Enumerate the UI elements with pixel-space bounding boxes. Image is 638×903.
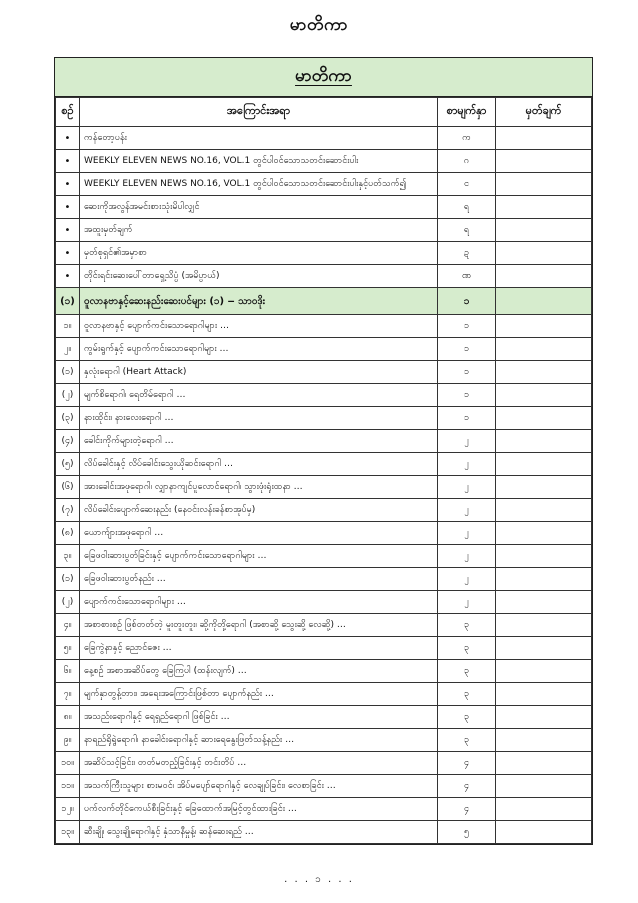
column-header-page: စာမျက်နှာ bbox=[438, 98, 496, 127]
row-subject: နှလုံးရောဂါ (Heart Attack) bbox=[80, 361, 438, 384]
column-header-no: စဉ် bbox=[56, 98, 80, 127]
row-page: ၂ bbox=[438, 430, 496, 453]
row-number: ၁၀။ bbox=[56, 752, 80, 775]
toc-table bbox=[55, 97, 592, 844]
row-remark bbox=[496, 637, 592, 660]
row-subject: ပျောက်ကင်းသောရောဂါများ … bbox=[80, 591, 438, 614]
row-remark bbox=[496, 315, 592, 338]
row-number: (၇) bbox=[56, 499, 80, 522]
row-page: ရ bbox=[438, 196, 496, 219]
toc-body bbox=[56, 127, 592, 844]
toc-row bbox=[56, 499, 592, 522]
toc-row bbox=[56, 476, 592, 499]
row-number: (၆) bbox=[56, 476, 80, 499]
row-subject: လိပ်ခေါင်းပျောက်ဆေးနည်း (နေဝင်းလန်းခန်စာအုပ်မှ) bbox=[80, 499, 438, 522]
row-page: ၂ bbox=[438, 499, 496, 522]
row-subject: ခြေကွဲနာနှင့် ညောင်ဇေး … bbox=[80, 637, 438, 660]
toc-row bbox=[56, 798, 592, 821]
row-page: ၂ bbox=[438, 568, 496, 591]
row-remark bbox=[496, 752, 592, 775]
row-remark bbox=[496, 127, 592, 150]
row-number: (၅) bbox=[56, 453, 80, 476]
toc-row bbox=[56, 752, 592, 775]
row-subject: ဆေးကိုအလွန်အမင်းစားသုံးမိပါလျှင် bbox=[80, 196, 438, 219]
row-page: ၂ bbox=[438, 476, 496, 499]
toc-section-row bbox=[56, 288, 592, 315]
row-number: ၈။ bbox=[56, 706, 80, 729]
row-page: ၃ bbox=[438, 729, 496, 752]
row-subject: မျက်စိရောဂါ၊ ရေတိမ်ရောဂါ … bbox=[80, 384, 438, 407]
row-subject: နားထိုင်း၊ နားလေးရောဂါ … bbox=[80, 407, 438, 430]
toc-sheet bbox=[54, 57, 593, 845]
toc-row bbox=[56, 775, 592, 798]
row-subject: ဝူလာနဗာနှင့် ပျောက်ကင်းသောရောဂါများ … bbox=[80, 315, 438, 338]
toc-row bbox=[56, 660, 592, 683]
row-remark bbox=[496, 150, 592, 173]
row-number: • bbox=[56, 242, 80, 265]
row-remark bbox=[496, 614, 592, 637]
row-page: ၃ bbox=[438, 706, 496, 729]
column-header-subject: အကြောင်းအရာ bbox=[80, 98, 438, 127]
row-number: (၂) bbox=[56, 384, 80, 407]
row-remark bbox=[496, 453, 592, 476]
row-remark bbox=[496, 196, 592, 219]
row-remark bbox=[496, 219, 592, 242]
row-subject: အစာစားစဉ် ဖြစ်တတ်တဲ့ မူးတူးတူး၊ ဆို့ကိုတို့ရောဂါ (အစာဆို့ သွေးဆို့ လေဆို့) … bbox=[80, 614, 438, 637]
toc-row bbox=[56, 453, 592, 476]
row-remark bbox=[496, 729, 592, 752]
row-remark bbox=[496, 265, 592, 288]
row-number: (၁) bbox=[56, 288, 80, 315]
row-number: ၂။ bbox=[56, 338, 80, 361]
toc-row bbox=[56, 384, 592, 407]
row-remark bbox=[496, 522, 592, 545]
row-subject: ကန်တော့ပန်း bbox=[80, 127, 438, 150]
row-remark bbox=[496, 242, 592, 265]
row-number: (၃) bbox=[56, 407, 80, 430]
toc-row bbox=[56, 265, 592, 288]
toc-row bbox=[56, 522, 592, 545]
row-subject: WEEKLY ELEVEN NEWS NO.16, VOL.1 တွင်ပါဝင်သောသတင်းဆောင်းပါးနှင့်ပတ်သက်၍ bbox=[80, 173, 438, 196]
row-number: • bbox=[56, 127, 80, 150]
row-subject: အားခေါင်းအဖုရောဂါ၊ လျှာနာကျင်ပူလောင်ရောဂါ၊ သွားဖုံးရုံးထနာ … bbox=[80, 476, 438, 499]
row-page: င bbox=[438, 173, 496, 196]
row-subject: အသက်ကြီးသူများ စားမဝင်၊ အိပ်မပျော်ရောဂါနှင့် လေချုပ်ခြင်း၊ လေစာခြင်း … bbox=[80, 775, 438, 798]
row-subject: မှတ်စုရှင်၏အမှာစာ bbox=[80, 242, 438, 265]
row-remark bbox=[496, 775, 592, 798]
row-page: ဂ bbox=[438, 150, 496, 173]
toc-title-bar bbox=[55, 58, 592, 97]
toc-row bbox=[56, 361, 592, 384]
row-remark bbox=[496, 173, 592, 196]
row-subject: တိုင်းရင်းဆေးပေါ်တာရှေ့သိပ္ပံ (အမိပ္ပာယ်) bbox=[80, 265, 438, 288]
row-page: ၂ bbox=[438, 545, 496, 568]
row-remark bbox=[496, 706, 592, 729]
row-page: ရ bbox=[438, 219, 496, 242]
row-number: • bbox=[56, 196, 80, 219]
row-subject: ယောက်ျားအဖုရောဂါ … bbox=[80, 522, 438, 545]
toc-row bbox=[56, 637, 592, 660]
row-number: (၁) bbox=[56, 361, 80, 384]
toc-row bbox=[56, 219, 592, 242]
row-page: ၃ bbox=[438, 683, 496, 706]
row-remark bbox=[496, 821, 592, 844]
row-subject: ခြေဖဝါးဆားပွတ်ခြင်းနှင့် ပျောက်ကင်းသောရောဂါများ … bbox=[80, 545, 438, 568]
row-subject: မျက်နှာတွန့်တား၊ အရေးအကြောင်းဖြစ်တာ ပျောက်နည်း … bbox=[80, 683, 438, 706]
row-subject: WEEKLY ELEVEN NEWS NO.16, VOL.1 တွင်ပါဝင်သောသတင်းဆောင်းပါး bbox=[80, 150, 438, 173]
row-page: ၄ bbox=[438, 798, 496, 821]
row-page: ၃ bbox=[438, 637, 496, 660]
row-remark bbox=[496, 476, 592, 499]
row-number: ၁၁။ bbox=[56, 775, 80, 798]
row-subject: အဆိပ်သင့်ခြင်း၊ တတ်မတည့်ခြင်းနှင့် တင်းတိပ် … bbox=[80, 752, 438, 775]
column-header-remark: မှတ်ချက် bbox=[496, 98, 592, 127]
row-number: ၆။ bbox=[56, 660, 80, 683]
row-number: (၄) bbox=[56, 430, 80, 453]
row-page: ဏ bbox=[438, 265, 496, 288]
row-number: (၈) bbox=[56, 522, 80, 545]
row-subject: နာရည်ရိုရွဲရောဂါ၊ နာခေါင်းရောဂါနှင့် ဆားရေနွေးဖြတ်သန့်နည်း … bbox=[80, 729, 438, 752]
toc-row bbox=[56, 614, 592, 637]
row-page: ၃ bbox=[438, 660, 496, 683]
toc-row bbox=[56, 591, 592, 614]
row-page: ၁ bbox=[438, 361, 496, 384]
toc-row bbox=[56, 683, 592, 706]
toc-row bbox=[56, 706, 592, 729]
row-remark bbox=[496, 288, 592, 315]
toc-row bbox=[56, 407, 592, 430]
page-number-footer: . . . ၁ . . . bbox=[284, 874, 354, 885]
row-remark bbox=[496, 660, 592, 683]
row-number: • bbox=[56, 173, 80, 196]
row-page: ၁ bbox=[438, 384, 496, 407]
row-page: ၁ bbox=[438, 315, 496, 338]
toc-row bbox=[56, 338, 592, 361]
row-number: • bbox=[56, 150, 80, 173]
row-subject: ဝူလာနဗာနှင့်ဆေးနည်းဆေးပင်များ (၁) ‒ သာဝဒိုး bbox=[80, 288, 438, 315]
toc-row bbox=[56, 315, 592, 338]
toc-row bbox=[56, 430, 592, 453]
row-number: (၂) bbox=[56, 591, 80, 614]
row-remark bbox=[496, 568, 592, 591]
row-number: ၉။ bbox=[56, 729, 80, 752]
row-remark bbox=[496, 683, 592, 706]
toc-row bbox=[56, 196, 592, 219]
row-remark bbox=[496, 338, 592, 361]
row-page: ၁ bbox=[438, 338, 496, 361]
row-number: ၁။ bbox=[56, 315, 80, 338]
toc-row bbox=[56, 821, 592, 844]
row-remark bbox=[496, 384, 592, 407]
row-page: ဍ bbox=[438, 242, 496, 265]
row-number: ၇။ bbox=[56, 683, 80, 706]
row-number: • bbox=[56, 219, 80, 242]
row-page: ၅ bbox=[438, 821, 496, 844]
row-page: ၁ bbox=[438, 407, 496, 430]
row-page: ၄ bbox=[438, 775, 496, 798]
row-remark bbox=[496, 591, 592, 614]
toc-row bbox=[56, 242, 592, 265]
row-remark bbox=[496, 545, 592, 568]
row-remark bbox=[496, 499, 592, 522]
toc-row bbox=[56, 150, 592, 173]
row-number: • bbox=[56, 265, 80, 288]
row-number: (၁) bbox=[56, 568, 80, 591]
running-header: မာတိကာ bbox=[289, 15, 349, 35]
toc-row bbox=[56, 127, 592, 150]
toc-row bbox=[56, 545, 592, 568]
row-remark bbox=[496, 430, 592, 453]
row-number: ၄။ bbox=[56, 614, 80, 637]
row-page: ၂ bbox=[438, 453, 496, 476]
row-number: ၅။ bbox=[56, 637, 80, 660]
row-subject: အထူးမှတ်ချက် bbox=[80, 219, 438, 242]
row-remark bbox=[496, 798, 592, 821]
toc-heading: မာတိကာ bbox=[295, 65, 352, 86]
row-remark bbox=[496, 361, 592, 384]
toc-row bbox=[56, 568, 592, 591]
row-page: ၁ bbox=[438, 288, 496, 315]
row-subject: လိပ်ခေါင်းနှင့် လိပ်ခေါင်းသွေးယိုဆင်းရောဂါ … bbox=[80, 453, 438, 476]
row-page: ၄ bbox=[438, 752, 496, 775]
row-subject: ခြေဖဝါးဆားပွတ်နည်း … bbox=[80, 568, 438, 591]
row-subject: ခေါင်းကိုက်များတဲ့ရောဂါ … bbox=[80, 430, 438, 453]
row-remark bbox=[496, 407, 592, 430]
row-subject: ပက်လက်တိုင်ကေယ်စီးခြင်းနှင့် ခြေထောက်အမြင့်တွင်ထားခြင်း … bbox=[80, 798, 438, 821]
row-page: က bbox=[438, 127, 496, 150]
row-page: ၃ bbox=[438, 614, 496, 637]
toc-header-row bbox=[56, 98, 592, 127]
row-subject: အသည်းရောဂါနှင့် ရေရှည်ရောဂါ ဖြစ်ခြင်း … bbox=[80, 706, 438, 729]
toc-row bbox=[56, 729, 592, 752]
row-subject: ဆီးချို၊ သွေးချိုရောဂါနှင့် နှံသာနီမှုန့်၊ ဆန်ဆေးရည် … bbox=[80, 821, 438, 844]
row-number: ၁၃။ bbox=[56, 821, 80, 844]
row-subject: ကွမ်းရွက်နှင့် ပျောက်ကင်းသောရောဂါများ … bbox=[80, 338, 438, 361]
row-page: ၂ bbox=[438, 591, 496, 614]
toc-row bbox=[56, 173, 592, 196]
row-page: ၂ bbox=[438, 522, 496, 545]
row-number: ၁၂။ bbox=[56, 798, 80, 821]
row-subject: နေ့စဉ် အစာအဆိပ်တွေ ခြေကြပါ (ထန်းလျက်) … bbox=[80, 660, 438, 683]
row-number: ၃။ bbox=[56, 545, 80, 568]
